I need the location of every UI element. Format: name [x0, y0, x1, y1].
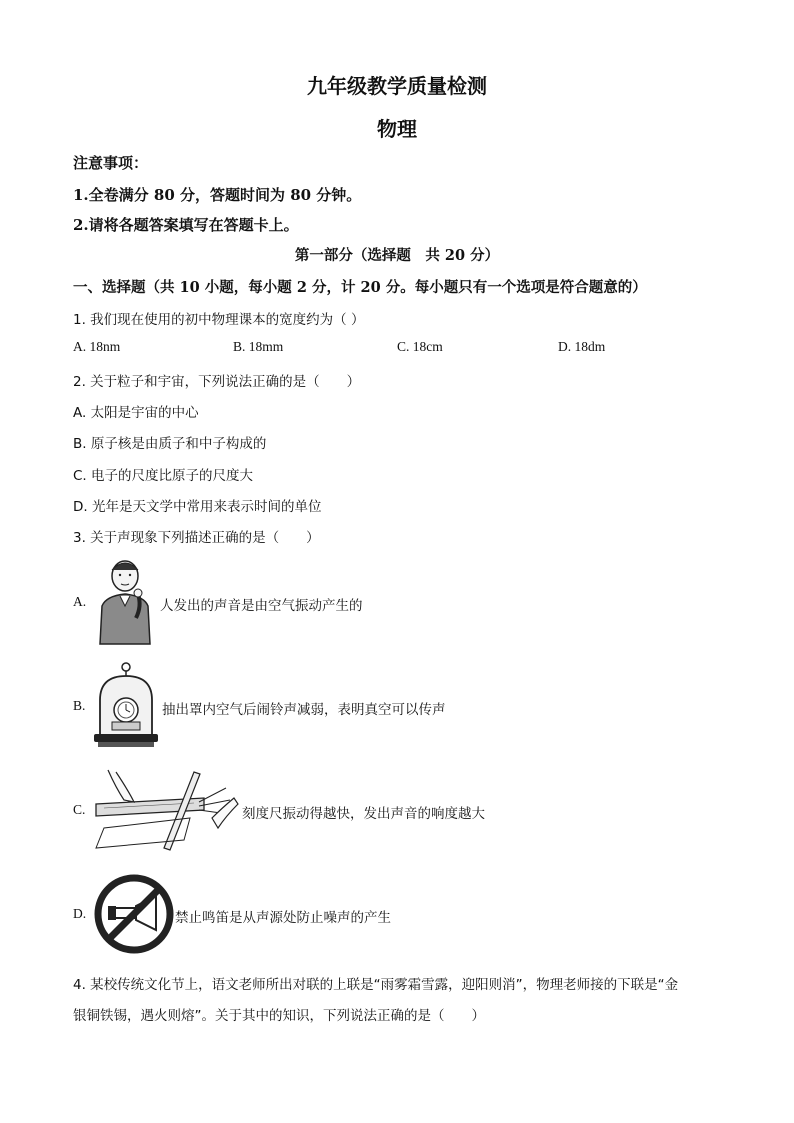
section-heading: 一、选择题（共 10 小题，每小题 2 分，计 20 分。每小题只有一个选项是符合题意的） — [73, 279, 647, 296]
page-title: 九年级教学质量检测 — [307, 74, 487, 98]
question-3-stem: 3. 关于声现象下列描述正确的是（ ） — [73, 530, 320, 546]
question-1-option-a: A. 18nm — [73, 339, 121, 354]
question-3-option-a-text: 人发出的声音是由空气振动产生的 — [160, 598, 363, 614]
question-2-stem: 2. 关于粒子和宇宙，下列说法正确的是（ ） — [73, 374, 361, 390]
question-1-option-c: C. 18cm — [397, 339, 443, 354]
question-3-option-c-text: 刻度尺振动得越快，发出声音的响度越大 — [242, 806, 485, 822]
note-item-2: 2.请将各题答案填写在答题卡上。 — [73, 216, 299, 234]
question-1-option-d: D. 18dm — [558, 339, 606, 354]
question-3-option-a-label: A. — [73, 594, 87, 609]
question-3-option-d-label: D. — [73, 906, 87, 921]
no-horn-sign-icon — [92, 872, 176, 956]
note-item-1: 1.全卷满分 80 分，答题时间为 80 分钟。 — [73, 186, 362, 204]
part-heading: 第一部分（选择题 共 20 分） — [294, 247, 500, 264]
subject-title: 物理 — [377, 117, 417, 141]
bell-jar-icon — [92, 660, 160, 750]
notes-heading: 注意事项： — [73, 154, 149, 172]
question-3-option-b-text: 抽出罩内空气后闹铃声减弱，表明真空可以传声 — [162, 702, 446, 718]
question-3-option-d-text: 禁止鸣笛是从声源处防止噪声的产生 — [175, 910, 391, 926]
question-4-stem-line2: 银铜铁锡，遇火则熔”。关于其中的知识，下列说法正确的是（ ） — [73, 1008, 485, 1024]
question-2-option-b: B. 原子核是由质子和中子构成的 — [73, 436, 267, 452]
question-2-option-c: C. 电子的尺度比原子的尺度大 — [73, 468, 254, 484]
vibrating-ruler-icon — [94, 768, 240, 852]
question-2-option-a: A. 太阳是宇宙的中心 — [73, 405, 199, 421]
question-1-stem: 1. 我们现在使用的初中物理课本的宽度约为（ ） — [73, 312, 365, 328]
question-3-option-b-label: B. — [73, 698, 86, 713]
question-3-option-c-label: C. — [73, 802, 86, 817]
person-speaking-icon — [92, 556, 158, 646]
question-2-option-d: D. 光年是天文学中常用来表示时间的单位 — [73, 499, 322, 515]
question-1-option-b: B. 18mm — [233, 339, 284, 354]
question-4-stem-line1: 4. 某校传统文化节上，语文老师所出对联的上联是“雨雾霜雪露，迎阳则消”，物理老师接的下联是“金 — [73, 977, 679, 993]
